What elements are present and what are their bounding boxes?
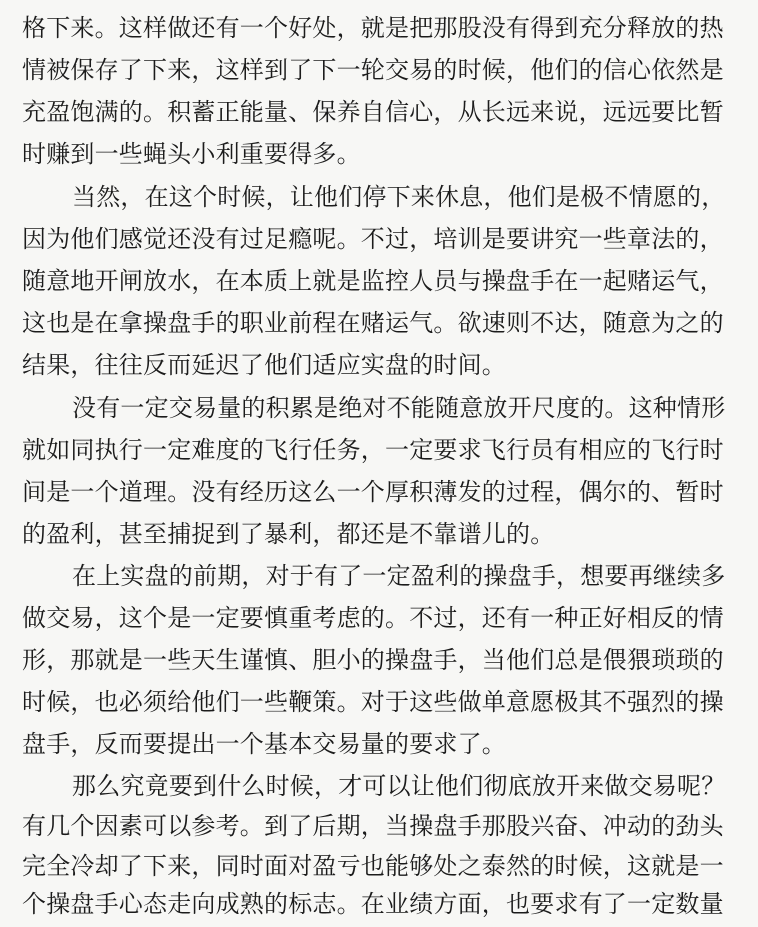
text-line: 的盈利，甚至捕捉到了暴利，都还是不靠谱儿的。 bbox=[22, 520, 555, 548]
text-line: 时赚到一些蝇头小利重要得多。 bbox=[22, 140, 361, 168]
text-line: 就如同执行一定难度的飞行任务，一定要求飞行员有相应的飞行时 bbox=[22, 436, 724, 464]
text-line: 随意地开闸放水，在本质上就是监控人员与操盘手在一起赌运气， bbox=[22, 267, 724, 295]
text-line: 因为他们感觉还没有过足瘾呢。不过，培训是要讲究一些章法的， bbox=[22, 225, 724, 253]
text-line: 形，那就是一些天生谨慎、胆小的操盘手，当他们总是偎猥琐琐的 bbox=[22, 646, 724, 674]
text-line: 做交易，这个是一定要慎重考虑的。不过，还有一种正好相反的情 bbox=[22, 604, 724, 632]
text-line: 结果，往往反而延迟了他们适应实盘的时间。 bbox=[22, 351, 506, 379]
paragraph-first-line: 在上实盘的前期，对于有了一定盈利的操盘手，想要再继续多 bbox=[72, 562, 726, 590]
text-line: 时候，也必须给他们一些鞭策。对于这些做单意愿极其不强烈的操 bbox=[22, 688, 724, 716]
text-line: 个操盘手心态走向成熟的标志。在业绩方面，也要求有了一定数量 bbox=[22, 890, 724, 918]
paragraph-first-line: 没有一定交易量的积累是绝对不能随意放开尺度的。这种情形 bbox=[72, 394, 726, 422]
text-line: 完全冷却了下来，同时面对盈亏也能够处之泰然的时候，这就是一 bbox=[22, 852, 724, 880]
text-line: 间是一个道理。没有经历这么一个厚积薄发的过程，偶尔的、暂时 bbox=[22, 478, 724, 506]
text-line: 这也是在拿操盘手的职业前程在赌运气。欲速则不达，随意为之的 bbox=[22, 309, 724, 337]
text-line: 有几个因素可以参考。到了后期，当操盘手那股兴奋、冲动的劲头 bbox=[22, 812, 724, 840]
paragraph-first-line: 当然，在这个时候，让他们停下来休息，他们是极不情愿的， bbox=[72, 183, 726, 211]
text-line: 格下来。这样做还有一个好处，就是把那股没有得到充分释放的热 bbox=[22, 14, 724, 42]
text-line: 充盈饱满的。积蓄正能量、保养自信心，从长远来说，远远要比暂 bbox=[22, 98, 724, 126]
paragraph-first-line: 那么究竟要到什么时候，才可以让他们彻底放开来做交易呢？ bbox=[72, 772, 726, 800]
text-line: 情被保存了下来，这样到了下一轮交易的时候，他们的信心依然是 bbox=[22, 56, 724, 84]
text-line: 盘手，反而要提出一个基本交易量的要求了。 bbox=[22, 730, 506, 758]
